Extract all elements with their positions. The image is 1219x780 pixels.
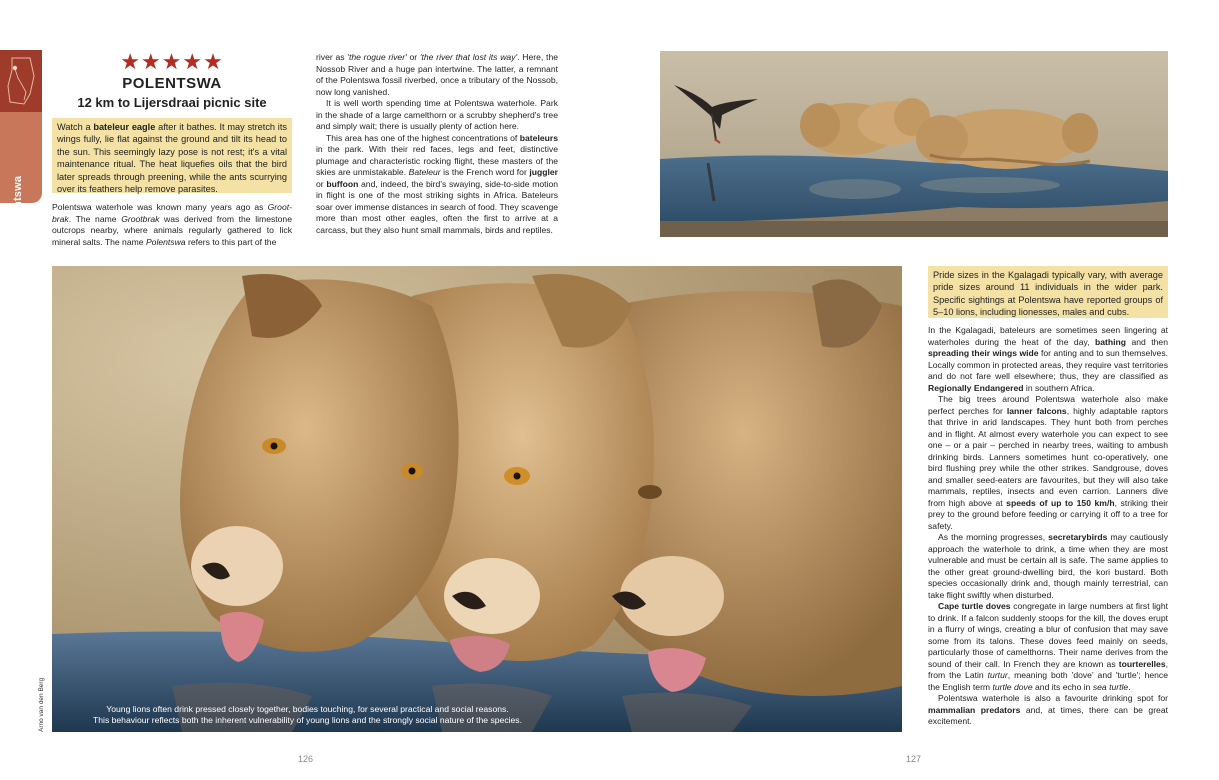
bold-term: lanner falcons xyxy=(1006,405,1067,416)
text-run: may cautiously approach the waterhole to drink, a time when they are most vulnerable and must be certain all is safe. The same applies to the other great ground-dwelling bird, the kori bustard. Both species occasionally drink and, though mainly terrestrial, can take flight swiftly when disturbed. xyxy=(928,532,1168,600)
paragraph xyxy=(928,325,1168,394)
bold-term: juggler xyxy=(529,167,558,177)
paragraph xyxy=(52,202,292,248)
italic-term: Grootbrak xyxy=(121,213,160,224)
photo-caption xyxy=(80,704,535,726)
place-heading xyxy=(52,49,292,110)
pride-size-callout: Pride sizes in the Kgalagadi typically vary, with average pride sizes around 11 individuals in the wider park. Specific sightings at Polentswa have reported groups of 5–10 lions, including lionesses, males and cubs. xyxy=(928,266,1168,318)
italic-term: Bateleur xyxy=(408,167,441,177)
bold-term: tourterelles xyxy=(1118,658,1166,669)
italic-term: sea turtle xyxy=(1092,681,1129,692)
text-run: , from the Latin xyxy=(928,658,1168,680)
paragraph xyxy=(928,693,1168,728)
bateleur-callout xyxy=(52,118,292,193)
paragraph xyxy=(928,601,1168,693)
locator-map xyxy=(0,50,42,112)
body-column-2 xyxy=(316,52,558,236)
bold-term: bateleurs xyxy=(519,132,558,143)
paragraph xyxy=(928,394,1168,532)
text-run: is the French word for xyxy=(440,167,530,177)
text-run: and, indeed, the bird's swaying, side-to-side motion in flight is one of the most striking sights in Africa. Bateleurs soar over immense distances in search of food. They scavenge more than most other eagles, often the first to arrive at a carcass, but they also hunt small mammals, birds and reptiles. xyxy=(316,178,558,235)
text-run: In the Kgalagadi, bateleurs are sometimes seen lingering at waterholes during the heat of the day, xyxy=(928,325,1168,347)
section-side-tab[interactable] xyxy=(0,50,42,232)
text-run: . Here, the Nossob River and a huge pan intertwine. The latter, a remnant of the Polentswa fossil riverbed, once a tributary of the Nossob, now long vanished. xyxy=(316,52,559,97)
text-run: This area has one of the highest concentrations of xyxy=(326,132,520,143)
text-run: Polentswa waterhole was known many years ago as xyxy=(52,202,268,212)
text-run: . xyxy=(1128,681,1131,692)
text-run: It is well worth spending time at Polentswa waterhole. Park in the shade of a large camelthorn or a scrubby shepherd's tree and simply wait; there is usually plenty of action here. xyxy=(316,98,558,131)
lions-drinking-photo xyxy=(52,266,902,732)
place-subtitle: 12 km to Lijersdraai picnic site xyxy=(77,95,267,110)
italic-term: turtle dove xyxy=(992,681,1033,692)
text-run: for anting and to sun themselves. Locally common in protected areas, they require vast territories and do not fare well elsewhere; thus, they are classified as xyxy=(928,348,1168,381)
text-run: As the morning progresses, xyxy=(938,532,1049,542)
text-run: was derived from the limestone outcrops nearby, where animals regularly gathered to lick mineral salts. The name xyxy=(52,213,292,247)
bateleur-callout-text xyxy=(57,122,287,194)
paragraph xyxy=(928,532,1168,601)
bold-term: bateleur eagle xyxy=(93,122,156,132)
paragraph xyxy=(316,52,558,98)
body-column-1 xyxy=(52,202,292,248)
text-run: or xyxy=(316,178,327,189)
lionesses-waterhole-photo xyxy=(660,51,1168,237)
bold-term: secretarybirds xyxy=(1048,532,1108,542)
text-run: or xyxy=(406,52,420,62)
text-run: and its echo in xyxy=(1032,681,1093,692)
text-run: congregate in large numbers at first light to drink. If a falcon suddenly stoops for the kill, the doves erupt in a flurry of wings, creating a blur of confusion that may save some from its talons. These doves feed mainly on seeds, particularly those of camelthorns. Their name derives from the sound of their call. In French they are known as xyxy=(928,601,1168,669)
bold-term: mammalian predators xyxy=(928,704,1021,715)
side-tab-label: Polentswa xyxy=(12,175,24,232)
text-run: in the park. With their red faces, legs and feet, distinctive plumage and characteristic rocking flight, these masters of the skies are unmistakable. xyxy=(316,144,558,177)
paragraph xyxy=(316,98,558,133)
caption-line-1: Young lions often drink pressed closely together, bodies touching, for several practical and social reasons. xyxy=(106,704,509,714)
bold-term: Regionally Endangered xyxy=(928,382,1024,393)
text-run: in southern Africa. xyxy=(1023,382,1095,393)
place-title: POLENTSWA xyxy=(122,75,222,92)
text-run: after it bathes. It may stretch its wings fully, lie flat against the ground and tilt its head to the sun. This seemingly lazy pose is not rest; it's a vital maintenance ritual. The heat liquefies oils that the bird later spreads through preening, while the ants scurrying over its feathers help remove parasites. xyxy=(57,122,287,195)
italic-term: turtur xyxy=(987,670,1008,680)
text-run: . The name xyxy=(68,213,122,224)
locator-map-icon xyxy=(4,56,38,106)
text-run: Watch a xyxy=(57,122,94,132)
text-run: and, at times, there can be great excitement. xyxy=(928,704,1168,726)
text-run: The big trees around Polentswa waterhole also make perfect perches for xyxy=(928,394,1168,416)
bold-term: Cape turtle doves xyxy=(938,601,1011,611)
page-number-right: 127 xyxy=(906,754,922,764)
italic-term: Polentswa xyxy=(145,236,186,247)
page-number-left: 126 xyxy=(298,754,314,764)
italic-term: 'the rogue river' xyxy=(347,52,407,62)
text-run: , striking their prey to the ground before feeding or carrying it off to a tree for safety. xyxy=(928,497,1168,531)
photo-credit: Arno van den Berg xyxy=(38,677,45,732)
paragraph xyxy=(316,133,558,237)
bold-term: speeds of up to 150 km/h xyxy=(1006,497,1115,508)
bold-term: buffoon xyxy=(326,178,359,189)
text-run: river as xyxy=(316,52,348,62)
italic-term: Grootbrak xyxy=(52,202,292,224)
bold-term: bathing xyxy=(1095,336,1127,347)
italic-term: 'the river that lost its way' xyxy=(419,52,518,62)
text-run: Polentswa waterhole is also a favourite drinking spot for xyxy=(938,693,1168,703)
text-run: , meaning both 'dove' and 'turtle'; hence the English term xyxy=(928,670,1168,692)
caption-line-2: This behaviour reflects both the inherent vulnerability of young lions and the strongly social nature of the species. xyxy=(93,715,522,725)
bold-term: spreading their wings wide xyxy=(928,348,1039,358)
text-run: , highly adaptable raptors that thrive in arid landscapes. They hunt both from perches and in flight. At almost every waterhole you can expect to see one – or a pair – perched in nearby trees, waiting to ambush drinking birds. Lanners sometimes hunt co-operatively, one bird flushing prey while the other strikes. Sandgrouse, doves and smaller seed-eaters are favourites, but they will also take mammals, reptiles, insects and even carrion. Lanners dive from high above at xyxy=(928,405,1168,508)
body-column-3 xyxy=(928,325,1168,728)
text-run: and then xyxy=(1126,336,1168,347)
text-run: refers to this part of the xyxy=(185,236,277,247)
star-rating: ★★★★★ xyxy=(120,49,224,74)
